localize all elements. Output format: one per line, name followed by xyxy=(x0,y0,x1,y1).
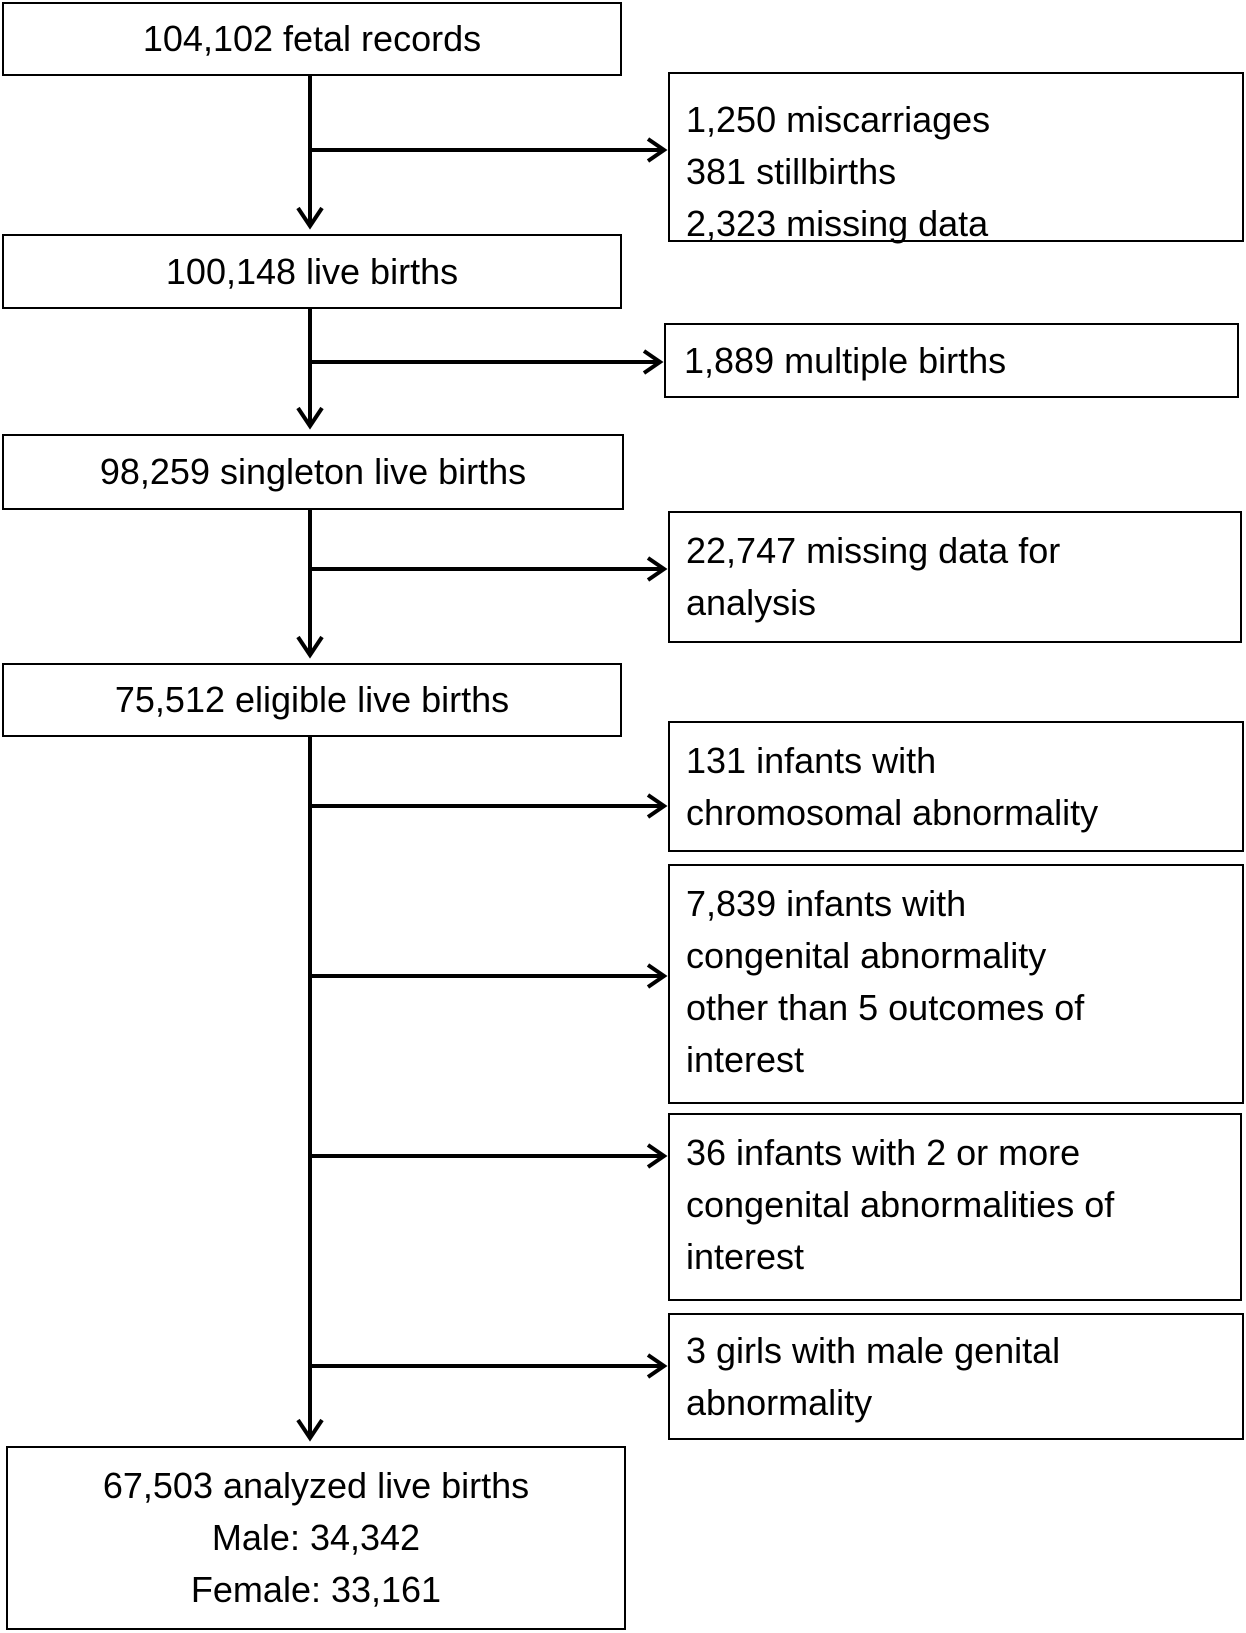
exclusion-box-7 xyxy=(668,1313,1244,1440)
exclusion-1-line-3: 2,323 missing data xyxy=(686,203,989,244)
exclusion-box-2 xyxy=(664,323,1239,398)
exclusion-3-line-1: 22,747 missing data for xyxy=(686,530,1061,571)
exclusion-2-line-1: 1,889 multiple births xyxy=(684,340,1007,381)
exclusion-1-line-2: 381 stillbirths xyxy=(686,151,897,192)
exclusion-6-line-1: 36 infants with 2 or more xyxy=(686,1132,1081,1173)
exclusion-4-line-2: chromosomal abnormality xyxy=(686,792,1099,833)
singleton-live-births-box xyxy=(2,434,624,510)
exclusion-box-4 xyxy=(668,721,1244,852)
exclusion-box-5 xyxy=(668,864,1244,1104)
analyzed-total-label: 67,503 analyzed live births xyxy=(102,1465,530,1506)
exclusion-1-line-1: 1,250 miscarriages xyxy=(686,99,991,140)
exclusion-3-line-2: analysis xyxy=(686,582,817,623)
exclusion-6-line-3: interest xyxy=(686,1236,805,1277)
exclusion-6-line-2: congenital abnormalities of xyxy=(686,1184,1115,1225)
fetal-records-box xyxy=(2,2,622,76)
exclusion-5-line-1: 7,839 infants with xyxy=(686,883,967,924)
eligible-live-births-label: 75,512 eligible live births xyxy=(114,679,510,720)
exclusion-5-line-2: congenital abnormality xyxy=(686,935,1047,976)
exclusion-5-line-3: other than 5 outcomes of xyxy=(686,987,1085,1028)
singleton-live-births-label: 98,259 singleton live births xyxy=(99,451,527,492)
exclusion-5-line-4: interest xyxy=(686,1039,805,1080)
live-births-box xyxy=(2,234,622,309)
exclusion-box-1 xyxy=(668,72,1244,242)
fetal-records-label: 104,102 fetal records xyxy=(142,18,482,59)
exclusion-box-6 xyxy=(668,1113,1242,1301)
exclusion-7-line-2: abnormality xyxy=(686,1382,873,1423)
analyzed-female-label: Female: 33,161 xyxy=(190,1569,442,1610)
exclusion-box-3 xyxy=(668,511,1242,643)
live-births-label: 100,148 live births xyxy=(165,250,459,292)
analyzed-live-births-box xyxy=(6,1446,626,1630)
exclusion-4-line-1: 131 infants with xyxy=(686,740,937,781)
exclusion-7-line-1: 3 girls with male genital xyxy=(686,1330,1061,1371)
eligible-live-births-box xyxy=(2,663,622,737)
analyzed-male-label: Male: 34,342 xyxy=(211,1517,421,1558)
